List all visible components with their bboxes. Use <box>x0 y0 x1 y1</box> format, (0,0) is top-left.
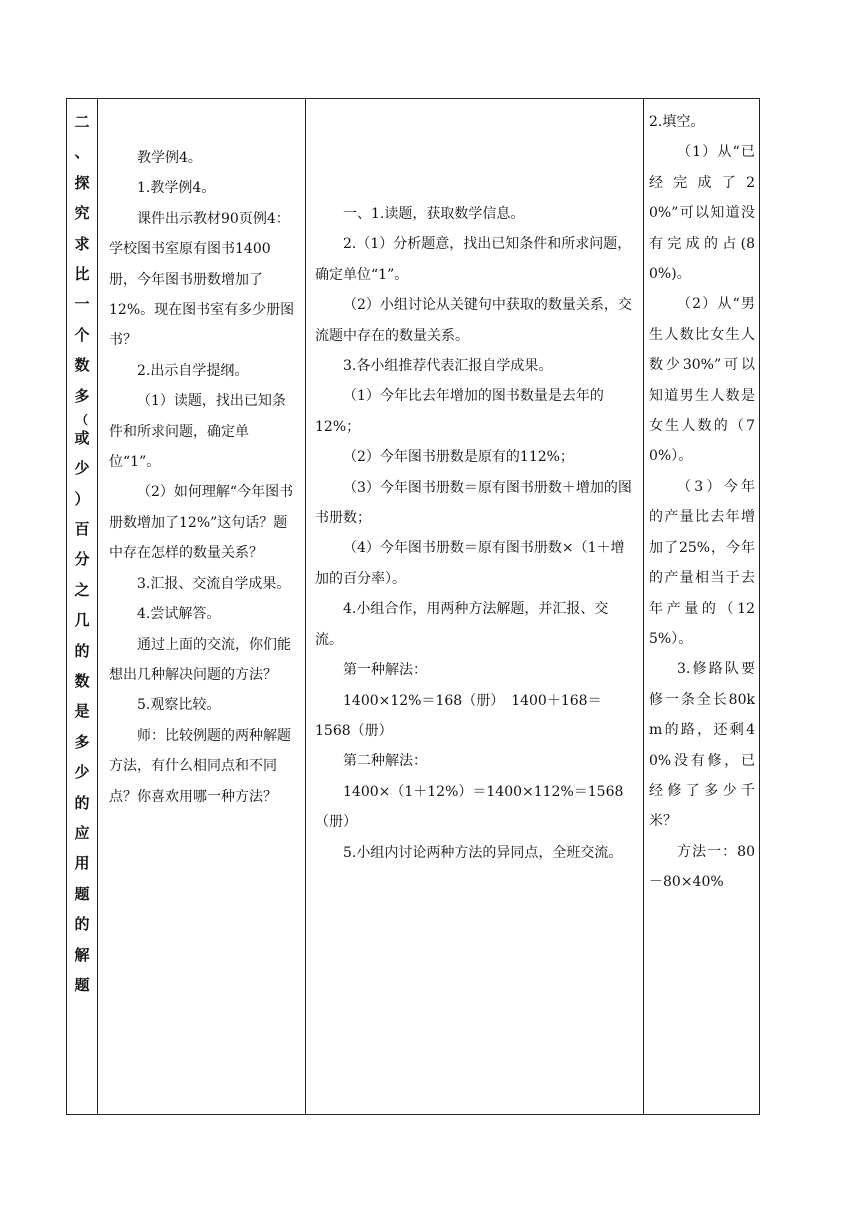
student-step: 3.各小组推荐代表汇报自学成果。 <box>343 358 553 375</box>
student-step: （3）今年图书册数＝原有图书册数＋增加的图书册数； <box>315 479 632 527</box>
title-char: 解 <box>74 945 90 964</box>
title-char: 或 <box>74 428 90 447</box>
title-char: 少 <box>74 459 90 478</box>
teacher-step: 课件出示教材90页例4：学校图书室原有图书1400册，今年图书册数增加了12%。现在图书室有多少册图书？ <box>109 210 295 349</box>
title-char: 究 <box>74 204 90 223</box>
teacher-step: 教学例4。 <box>137 150 202 166</box>
student-step: 1400×12%＝168（册） 1400＋168＝1568（册） <box>315 692 602 739</box>
exercise-item: （3）今年的产量比去年增加了25%，今年的产量相当于去年产量的（125%）。 <box>649 478 755 647</box>
title-char: 二 <box>74 113 90 131</box>
title-char: 之 <box>74 580 90 599</box>
student-step: 一、1.读题，获取数学信息。 <box>343 206 525 222</box>
student-step: （2）今年图书册数是原有的112%； <box>343 449 574 466</box>
teacher-step: 通过上面的交流，你们能想出几种解决问题的方法？ <box>109 636 291 683</box>
title-char: 数 <box>74 672 90 691</box>
teacher-activity-column <box>97 99 305 1114</box>
title-char: 几 <box>74 611 90 630</box>
teacher-step: 4.尝试解答。 <box>137 606 221 623</box>
title-char: 百 <box>74 520 90 539</box>
title-char: 分 <box>74 550 90 569</box>
student-step: （4）今年图书册数＝原有图书册数×（1＋增加的百分率）。 <box>315 540 625 587</box>
title-char: 少 <box>74 763 90 782</box>
title-char: 个 <box>74 325 90 344</box>
teacher-step: （1）读题，找出已知条件和所求问题，确定单位“1”。 <box>109 393 286 471</box>
title-char: 多 <box>74 386 90 405</box>
student-step: （2）小组讨论从关键句中获取的数量关系，交流题中存在的数量关系。 <box>315 297 632 344</box>
title-char: 比 <box>74 264 90 283</box>
lesson-table <box>66 98 760 1115</box>
title-char: 题 <box>74 975 90 994</box>
exercise-heading: 2.填空。 <box>649 114 705 130</box>
exercise-item: （2）从“男生人数比女生人数少30%”可以知道男生人数是女生人数的（70%）。 <box>649 296 755 465</box>
student-step: 2.（1）分析题意，找出已知条件和所求问题，确定单位“1”。 <box>315 236 632 283</box>
teacher-step: 师：比较例题的两种解题方法，有什么相同点和不同点？你喜欢用哪一种方法？ <box>109 727 291 805</box>
title-char: （ <box>75 412 88 427</box>
teacher-step: 3.汇报、交流自学成果。 <box>137 575 291 592</box>
title-char: 是 <box>74 702 90 721</box>
title-char: 的 <box>74 793 90 812</box>
exercise-item: 方法一：80－80×40% <box>649 843 755 891</box>
title-char: 、 <box>74 143 90 162</box>
student-step: 第一种解法： <box>343 662 427 679</box>
teacher-step: 2.出示自学提纲。 <box>137 362 249 379</box>
exercise-item: （1）从“已经完成了20%”可以知道没有完成的占(80%)。 <box>649 144 755 283</box>
title-char: 求 <box>74 234 90 253</box>
teacher-step: （2）如何理解“今年图书册数增加了12%”这句话？题中存在怎样的数量关系？ <box>109 484 294 562</box>
teacher-step: 1.教学例4。 <box>137 180 216 197</box>
title-char: 应 <box>74 823 90 842</box>
student-step: 1400×（1＋12%）＝1400×112%＝1568（册） <box>315 783 624 831</box>
title-char: 多 <box>74 732 90 751</box>
student-step: （1）今年比去年增加的图书数量是去年的12%； <box>315 388 604 435</box>
student-step: 4.小组合作，用两种方法解题，并汇报、交流。 <box>315 601 609 648</box>
title-char: 的 <box>74 641 90 660</box>
teacher-step: 5.观察比较。 <box>137 697 221 714</box>
exercise-item: 3.修路队要修一条全长80km的路，还剩40%没有修，已经修了多少千米？ <box>649 661 755 830</box>
title-char: 题 <box>74 884 90 903</box>
student-activity-column <box>305 99 643 1114</box>
title-char: 用 <box>74 854 90 873</box>
student-step: 5.小组内讨论两种方法的异同点，全班交流。 <box>343 844 623 861</box>
title-char: ） <box>74 489 90 508</box>
title-char: 数 <box>74 356 90 375</box>
title-char: 的 <box>74 915 90 934</box>
exercise-column <box>643 99 761 1114</box>
title-char: 探 <box>74 173 90 192</box>
title-char: 一 <box>74 295 90 314</box>
section-title-vertical <box>67 99 97 1114</box>
student-step: 第二种解法： <box>343 753 427 770</box>
